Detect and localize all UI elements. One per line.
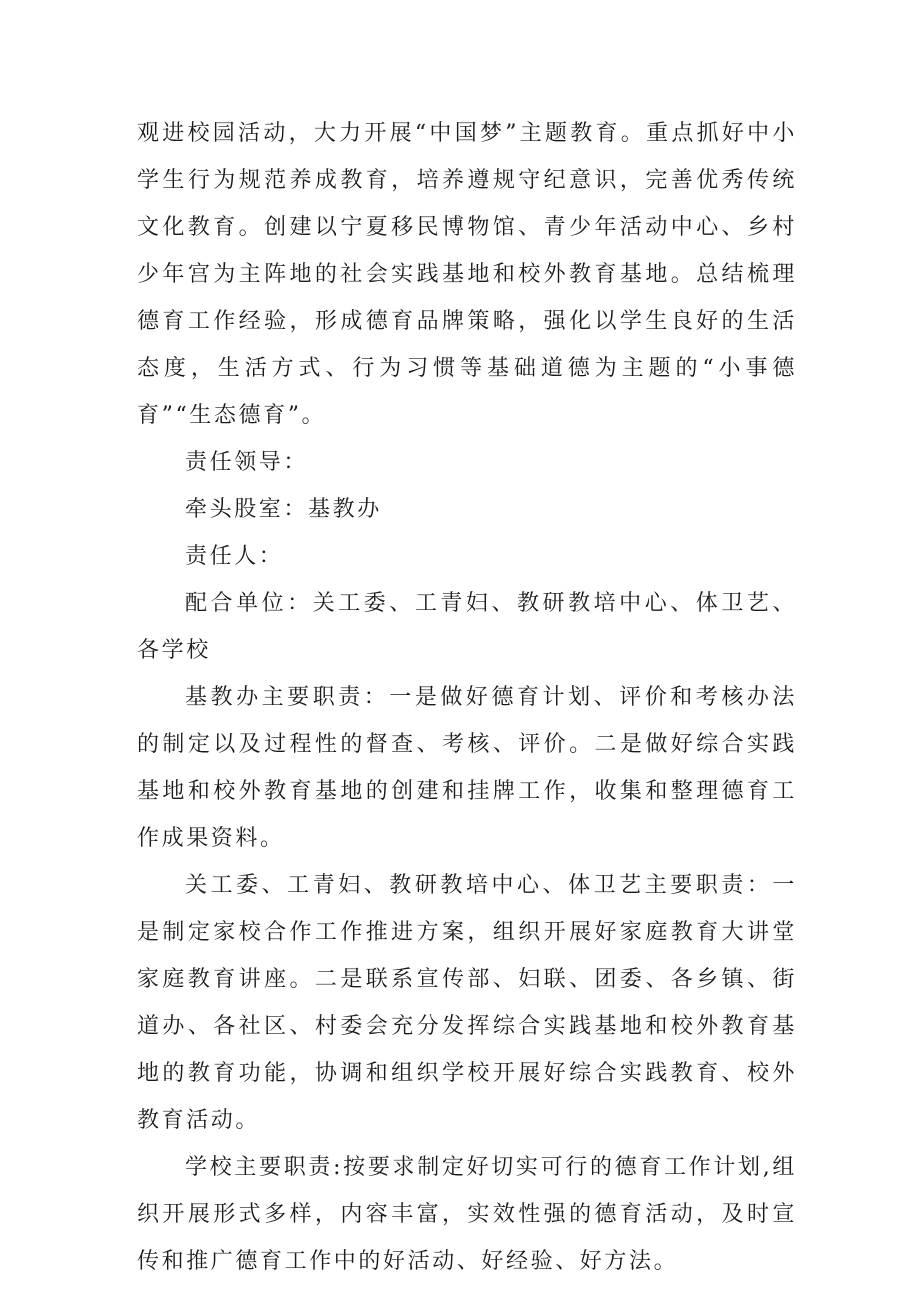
- paragraph-responsible-leader: 责任领导：: [185, 450, 309, 475]
- paragraph-responsible-person: 责任人：: [185, 544, 284, 569]
- paragraph-lead-office: 牵头股室：基教办: [185, 497, 382, 522]
- document-body: [137, 110, 797, 1285]
- paragraph-continued-text: 观进校园活动，大力开展“中国梦”主题教育。重点抓好中小学生行为规范养成教育，培养遵规守纪意识，完善优秀传统文化教育。创建以宁夏移民博物馆、青少年活动中心、乡村少年宫为主阵地的社会实践基地和校外教育基地。总结梳理德育工作经验，形成德育品牌策略，强化以学生良好的生活态度，生活方式、行为习惯等基础道德为主题的“小事德育”“生态德育”。: [137, 121, 797, 428]
- paragraph-committee-duties: 关工委、工青妇、教研教培中心、体卫艺主要职责：一是制定家校合作工作推进方案，组织开展好家庭教育大讲堂家庭教育讲座。二是联系宣传部、妇联、团委、各乡镇、街道办、各社区、村委会充分发挥综合实践基地和校外教育基地的教育功能，协调和组织学校开展好综合实践教育、校外教育活动。: [137, 873, 797, 1133]
- paragraph-school-duties: 学校主要职责:按要求制定好切实可行的德育工作计划,组织开展形式多样，内容丰富，实效性强的德育活动，及时宣传和推广德育工作中的好活动、好经验、好方法。: [137, 1155, 797, 1274]
- paragraph-basic-education-duties: 基教办主要职责：一是做好德育计划、评价和考核办法的制定以及过程性的督查、考核、评价。二是做好综合实践基地和校外教育基地的创建和挂牌工作，收集和整理德育工作成果资料。: [137, 685, 797, 851]
- paragraph-cooperating-units: 配合单位：关工委、工青妇、教研教培中心、体卫艺、各学校: [137, 591, 797, 663]
